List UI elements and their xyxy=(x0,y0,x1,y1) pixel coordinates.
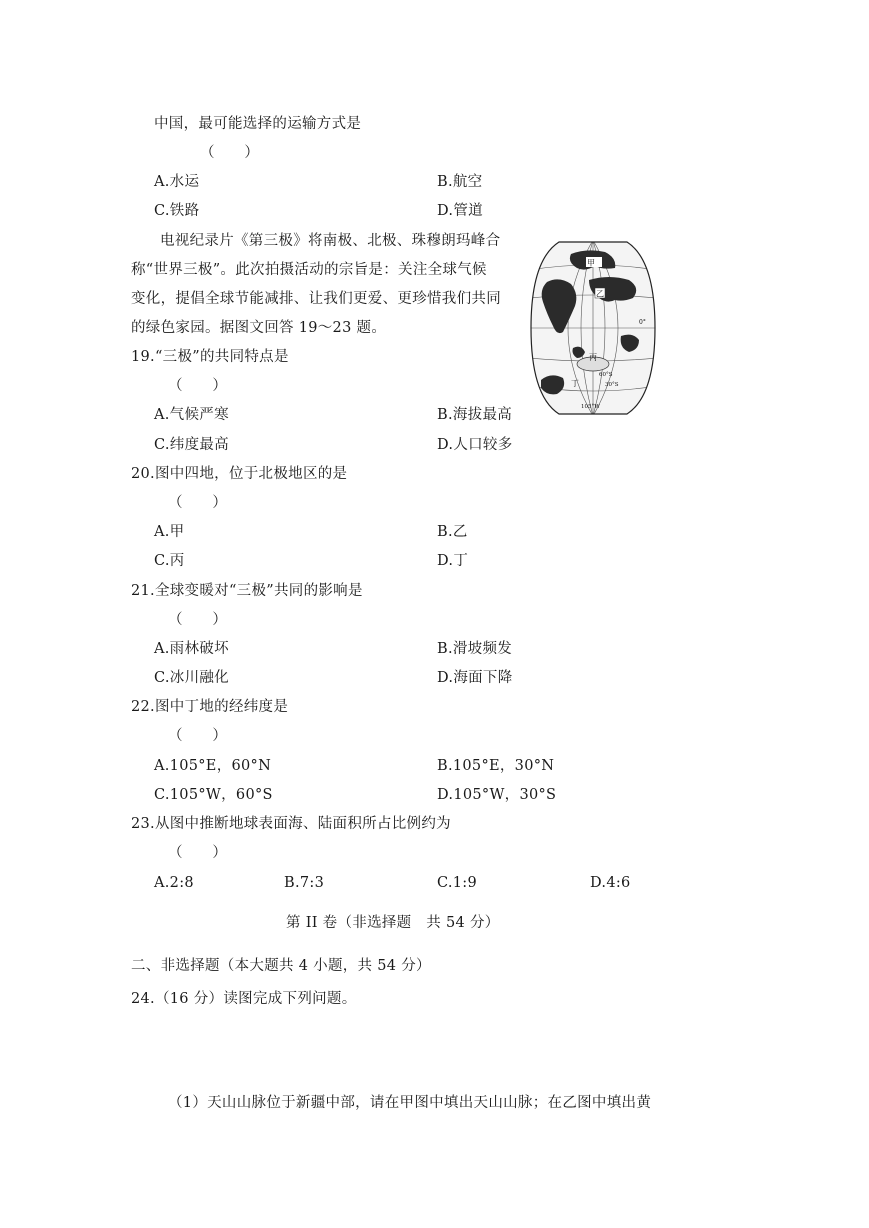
intro-line: 变化，提倡全球节能减排、让我们更爱、更珍惜我们共同 xyxy=(131,291,501,307)
option-a: A.雨林破坏 xyxy=(154,641,229,657)
option-a: A.水运 xyxy=(154,174,200,190)
option-a: A.105°E，60°N xyxy=(154,758,272,774)
option-c: C.1:9 xyxy=(437,875,478,891)
map-label-lon105w: 105°W xyxy=(581,404,600,410)
map-label-yi: 乙 xyxy=(596,289,604,299)
option-d: D.海面下降 xyxy=(437,670,513,686)
option-b: B.105°E，30°N xyxy=(437,758,555,774)
question-20-stem: 20.图中四地，位于北极地区的是 xyxy=(131,466,348,482)
answer-paren: （ ） xyxy=(168,378,228,394)
intro-line: 的绿色家园。据图文回答 19～23 题。 xyxy=(131,320,387,336)
answer-paren: （ ） xyxy=(168,845,228,861)
question-19-stem: 19.“三极”的共同特点是 xyxy=(131,349,289,365)
answer-paren: （ ） xyxy=(168,728,228,744)
map-label-bing: 丙 xyxy=(589,353,597,362)
map-label-jia: 甲 xyxy=(587,258,595,268)
question-22-stem: 22.图中丁地的经纬度是 xyxy=(131,699,289,715)
question-24-part-1: （1）天山山脉位于新疆中部，请在甲图中填出天山山脉；在乙图中填出黄 xyxy=(168,1095,652,1111)
map-label-lat60s: 60°S xyxy=(599,372,613,378)
option-b: B.海拔最高 xyxy=(437,407,513,423)
part-2-title: 第 II 卷（非选择题 共 54 分） xyxy=(286,915,500,931)
answer-paren: （ ） xyxy=(168,612,228,628)
option-d: D.管道 xyxy=(437,203,483,219)
option-b: B.乙 xyxy=(437,524,468,540)
intro-line: 称“世界三极”。此次拍摄活动的宗旨是：关注全球气候 xyxy=(131,262,487,278)
map-label-lat30s: 30°S xyxy=(605,382,619,388)
question-24-stem: 24.（16 分）读图完成下列问题。 xyxy=(131,991,357,1007)
option-b: B.航空 xyxy=(437,174,483,190)
world-map-figure xyxy=(529,240,657,416)
option-d: D.4:6 xyxy=(590,875,631,891)
option-c: C.纬度最高 xyxy=(154,437,229,453)
question-stem: 中国，最可能选择的运输方式是 xyxy=(154,116,362,132)
question-23-stem: 23.从图中推断地球表面海、陆面积所占比例约为 xyxy=(131,816,451,832)
option-c: C.铁路 xyxy=(154,203,200,219)
option-a: A.2:8 xyxy=(154,875,194,891)
map-label-lon0: 0° xyxy=(639,319,646,326)
answer-paren: （ ） xyxy=(200,145,260,161)
question-21-stem: 21.全球变暖对“三极”共同的影响是 xyxy=(131,583,363,599)
map-label-ding: 丁 xyxy=(571,379,579,388)
option-c: C.105°W，60°S xyxy=(154,787,273,803)
option-c: C.丙 xyxy=(154,553,185,569)
option-a: A.甲 xyxy=(154,524,185,540)
option-d: D.人口较多 xyxy=(437,437,513,453)
option-d: D.丁 xyxy=(437,553,469,569)
answer-paren: （ ） xyxy=(168,495,228,511)
option-c: C.冰川融化 xyxy=(154,670,229,686)
option-b: B.滑坡频发 xyxy=(437,641,513,657)
section-heading: 二、非选择题（本大题共 4 小题，共 54 分） xyxy=(131,958,431,974)
option-d: D.105°W，30°S xyxy=(437,787,557,803)
intro-line: 电视纪录片《第三极》将南极、北极、珠穆朗玛峰合 xyxy=(160,233,501,249)
option-b: B.7:3 xyxy=(284,875,325,891)
option-a: A.气候严寒 xyxy=(154,407,229,423)
